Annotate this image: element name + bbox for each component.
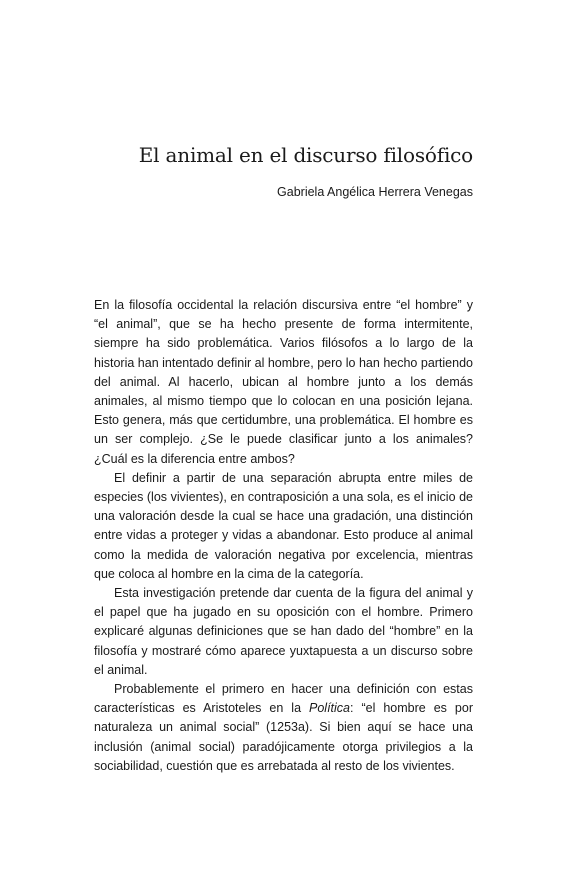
paragraph-4-before: Probablemente el primero en hacer una definición con estas características es Aristoteles en la [94,682,473,716]
chapter-title: El animal en el discurso filosófico [138,143,473,167]
paragraph-4 [94,680,473,776]
body-text [94,296,473,776]
paragraph-4-after: : “el hombre es por naturaleza un animal social” (1253a). Si bien aquí se hace una inclusión (animal social) paradójicamente otorga privilegios a la sociabilidad, cuestión que es arrebatada al resto de los vivientes. [94,701,473,773]
paragraph-2: El definir a partir de una separación abrupta entre miles de especies (los vivientes), en contraposición a una sola, es el inicio de una valoración desde la cual se hace una gradación, una distinción entre vidas a proteger y vidas a abandonar. Esto produce al animal como la medida de valoración negativa por excelencia, mientras que coloca al hombre en la cima de la categoría. [94,470,473,581]
paragraph-1: En la filosofía occidental la relación discursiva entre “el hombre” y “el animal”, que se ha hecho presente de forma intermitente, siempre ha sido problemática. Varios filósofos a lo largo de la historia han intentado definir al hombre, pero lo han hecho partiendo del animal. Al hacerlo, ubican al hombre junto a los demás animales, al mismo tiempo que lo colocan en una posición lejana. Esto genera, más que certidumbre, una problemática. El hombre es un ser complejo. ¿Se le puede clasificar junto a los animales? ¿Cuál es la diferencia entre ambos? [94,298,473,466]
book-title-politica: Política [309,701,351,716]
chapter-author: Gabriela Angélica Herrera Venegas [277,185,473,199]
paragraph-3: Esta investigación pretende dar cuenta de la figura del animal y el papel que ha jugado en su oposición con el hombre. Primero explicaré algunas definiciones que se han dado del “hombre” en la filosofía y mostraré cómo aparece yuxtapuesta a un discurso sobre el animal. [94,586,473,677]
